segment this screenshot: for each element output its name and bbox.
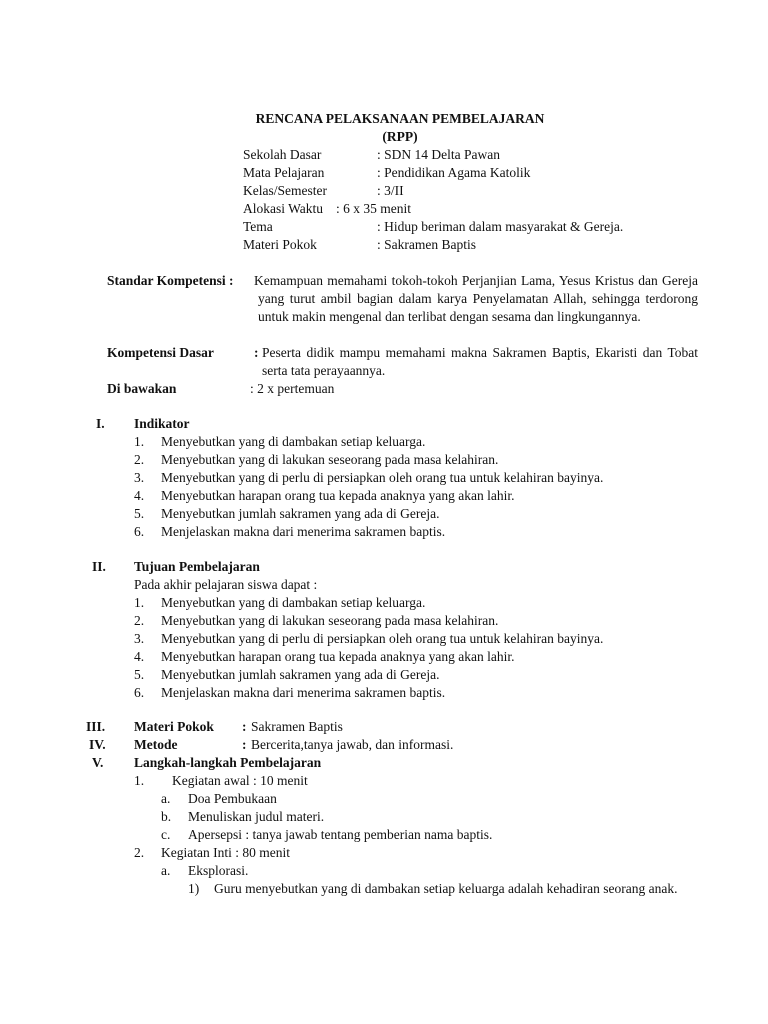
list-item: Menyebutkan yang di perlu di persiapkan oleh orang tua untuk kelahiran bayinya. <box>161 470 604 485</box>
document-subtitle: (RPP) <box>382 129 418 144</box>
standar-kompetensi-label: Standar Kompetensi : <box>107 273 234 288</box>
step-1b-letter: b. <box>161 809 172 824</box>
step-2a-text: Eksplorasi. <box>188 863 249 878</box>
step-2-label: Kegiatan Inti : 80 menit <box>161 845 290 860</box>
kompetensi-dasar-label: Kompetensi Dasar <box>107 345 214 360</box>
step-1a-text: Doa Pembukaan <box>188 791 277 806</box>
header-label-tema: Tema <box>243 219 273 234</box>
header-value-sekolah: : SDN 14 Delta Pawan <box>377 147 500 162</box>
step-1-number: 1. <box>134 773 145 788</box>
list-item-number: 1. <box>134 434 145 449</box>
header-value-materi: : Sakramen Baptis <box>377 237 476 252</box>
list-item: Menyebutkan yang di dambakan setiap keluarga. <box>161 595 426 610</box>
list-item: Menjelaskan makna dari menerima sakramen baptis. <box>161 524 446 539</box>
section-1-number: I. <box>96 416 105 431</box>
list-item: Menjelaskan makna dari menerima sakramen baptis. <box>161 685 446 700</box>
section-5-number: V. <box>92 755 104 770</box>
section-3-value: Sakramen Baptis <box>251 719 343 734</box>
kompetensi-dasar-colon: : <box>254 345 259 360</box>
list-item-number: 4. <box>134 488 145 503</box>
section-2-intro: Pada akhir pelajaran siswa dapat : <box>134 577 318 592</box>
section-2-title: Tujuan Pembelajaran <box>134 559 260 574</box>
header-label-mapel: Mata Pelajaran <box>243 165 325 180</box>
step-1b-text: Menuliskan judul materi. <box>188 809 325 824</box>
list-item-number: 2. <box>134 613 145 628</box>
list-item: Menyebutkan jumlah sakramen yang ada di Gereja. <box>161 506 440 521</box>
section-4-title: Metode <box>134 737 178 752</box>
list-item: Menyebutkan jumlah sakramen yang ada di Gereja. <box>161 667 440 682</box>
step-1c-text: Apersepsi : tanya jawab tentang pemberian nama baptis. <box>188 827 493 842</box>
section-3-title: Materi Pokok <box>134 719 214 734</box>
section-4-colon: : <box>242 737 247 752</box>
step-1a-letter: a. <box>161 791 171 806</box>
list-item: Menyebutkan yang di lakukan seseorang pada masa kelahiran. <box>161 452 499 467</box>
list-item-number: 5. <box>134 667 145 682</box>
section-4-number: IV. <box>89 737 106 752</box>
step-2a-letter: a. <box>161 863 171 878</box>
list-item: Menyebutkan yang di lakukan seseorang pada masa kelahiran. <box>161 613 499 628</box>
header-value-mapel: : Pendidikan Agama Katolik <box>377 165 531 180</box>
header-value-alokasi: : 6 x 35 menit <box>336 201 411 216</box>
document-title: RENCANA PELAKSANAAN PEMBELAJARAN <box>255 111 545 126</box>
section-3-number: III. <box>86 719 106 734</box>
list-item-number: 6. <box>134 524 145 539</box>
section-3-colon: : <box>242 719 247 734</box>
header-value-kelas: : 3/II <box>377 183 404 198</box>
header-value-tema: : Hidup beriman dalam masyarakat & Gereja. <box>377 219 624 234</box>
di-bawakan-value: : 2 x pertemuan <box>250 381 335 396</box>
list-item-number: 6. <box>134 685 145 700</box>
section-1-title: Indikator <box>134 416 190 431</box>
step-1-label: Kegiatan awal : 10 menit <box>172 773 308 788</box>
header-label-sekolah: Sekolah Dasar <box>243 147 322 162</box>
list-item-number: 3. <box>134 470 145 485</box>
list-item: Menyebutkan harapan orang tua kepada anaknya yang akan lahir. <box>161 488 515 503</box>
list-item-number: 1. <box>134 595 145 610</box>
list-item: Menyebutkan yang di dambakan setiap keluarga. <box>161 434 426 449</box>
list-item-number: 3. <box>134 631 145 646</box>
list-item: Menyebutkan harapan orang tua kepada anaknya yang akan lahir. <box>161 649 515 664</box>
list-item-number: 2. <box>134 452 145 467</box>
step-2a-point-text: Guru menyebutkan yang di dambakan setiap keluarga adalah kehadiran seorang anak. <box>214 881 678 896</box>
list-item: Menyebutkan yang di perlu di persiapkan oleh orang tua untuk kelahiran bayinya. <box>161 631 604 646</box>
standar-kompetensi-text: Kemampuan memahami tokoh-tokoh Perjanjian Lama, Yesus Kristus dan Gereja yang turut ambil bagian dalam karya Penyelamatan Allah, sehingga terdorong untuk makin mengenal dan terlibat dengan sesama dan lingkungannya. <box>254 273 698 324</box>
header-label-kelas: Kelas/Semester <box>243 183 327 198</box>
di-bawakan-label: Di bawakan <box>107 381 177 396</box>
section-4-value: Bercerita,tanya jawab, dan informasi. <box>251 737 454 752</box>
list-item-number: 4. <box>134 649 145 664</box>
section-5-title: Langkah-langkah Pembelajaran <box>134 755 322 770</box>
header-label-alokasi: Alokasi Waktu <box>243 201 324 216</box>
step-1c-letter: c. <box>161 827 171 842</box>
kompetensi-dasar-text: Peserta didik mampu memahami makna Sakramen Baptis, Ekaristi dan Tobat serta tata perayaannya. <box>262 345 698 378</box>
step-2-number: 2. <box>134 845 145 860</box>
step-2a-point-number: 1) <box>188 881 200 896</box>
section-2-number: II. <box>92 559 106 574</box>
header-label-materi: Materi Pokok <box>243 237 317 252</box>
list-item-number: 5. <box>134 506 145 521</box>
